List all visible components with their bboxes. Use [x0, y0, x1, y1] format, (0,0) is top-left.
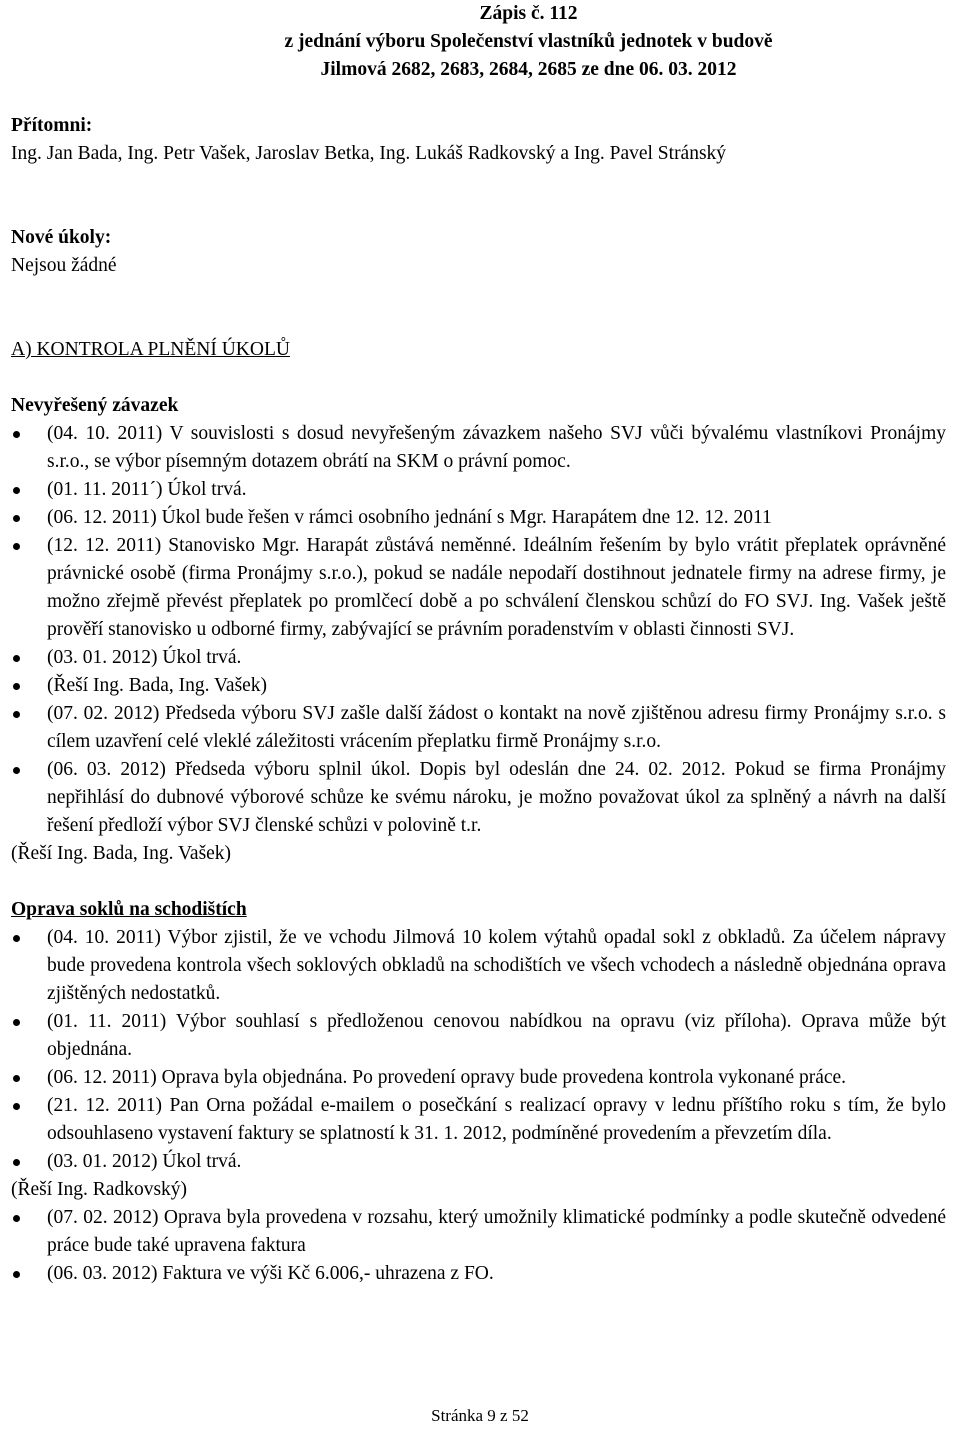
- list-item: (01. 11. 2011) Výbor souhlasí s předloženou cenovou nabídkou na opravu (viz příloha). Oprava může být objednána.: [11, 1008, 946, 1064]
- repair-responsible: (Řeší Ing. Radkovský): [11, 1179, 188, 1200]
- document-header: [11, 0, 946, 84]
- list-item: (03. 01. 2012) Úkol trvá.: [11, 1148, 946, 1176]
- repair-items-list: [11, 924, 946, 1176]
- subsection-repair-title: Oprava soklů na schodištích: [11, 899, 247, 920]
- page-number: Stránka 9 z 52: [431, 1406, 529, 1425]
- list-item: (06. 12. 2011) Oprava byla objednána. Po provedení opravy bude provedena kontrola vykonané práce.: [11, 1064, 946, 1092]
- list-item: (21. 12. 2011) Pan Orna požádal e-mailem o posečkání s realizací opravy v lednu příštího roku s tím, že bylo odsouhlaseno vystavení faktury se splatností k 31. 1. 2012, podmíněné provedením a převzetím díla.: [11, 1092, 946, 1148]
- subsection-unresolved-title: Nevyřešený závazek: [11, 395, 179, 416]
- list-item: (04. 10. 2011) V souvislosti s dosud nevyřešeným závazkem našeho SVJ vůči bývalému vlastníkovi Pronájmy s.r.o., se výbor písemným dotazem obrátí na SKM o právní pomoc.: [11, 420, 946, 476]
- new-tasks-label: Nové úkoly:: [11, 227, 112, 248]
- present-names: Ing. Jan Bada, Ing. Petr Vašek, Jaroslav Betka, Ing. Lukáš Radkovský a Ing. Pavel Stránský: [11, 143, 727, 164]
- list-item: (12. 12. 2011) Stanovisko Mgr. Harapát zůstává neměnné. Ideálním řešením by bylo vrátit přeplatek oprávněné právnické osobě (firma Pronájmy s.r.o.), pokud se nadále nepodaří dostihnout jednatele firmy na adrese firmy, je možno zřejmě převést přeplatek po promlčecí době a po schválení členskou schůzí do FO SVJ. Ing. Vašek ještě prověří stanovisko u odborné firmy, zabývající se právním poradenstvím v oblasti činnosti SVJ.: [11, 532, 946, 644]
- unresolved-items-list: [11, 420, 946, 840]
- unresolved-responsible: (Řeší Ing. Bada, Ing. Vašek): [11, 843, 232, 864]
- meeting-address-date: Jilmová 2682, 2683, 2684, 2685 ze dne 06. 03. 2012: [320, 59, 737, 80]
- list-item: (06. 03. 2012) Faktura ve výši Kč 6.006,- uhrazena z FO.: [11, 1260, 946, 1288]
- list-item: (04. 10. 2011) Výbor zjistil, že ve vchodu Jilmová 10 kolem výtahů opadal sokl z obkladů. Za účelem nápravy bude provedena kontrola všech soklových obkladů na schodištích ve všech vchodech a následně objednána oprava zjištěných nedostatků.: [11, 924, 946, 1008]
- list-item: (07. 02. 2012) Oprava byla provedena v rozsahu, který umožnily klimatické podmínky a podle skutečně odvedené práce bude také upravena faktura: [11, 1204, 946, 1260]
- list-item: (01. 11. 2011´) Úkol trvá.: [11, 476, 946, 504]
- meeting-description: z jednání výboru Společenství vlastníků jednotek v budově: [284, 31, 773, 52]
- new-tasks-value: Nejsou žádné: [11, 255, 117, 276]
- list-item: (Řeší Ing. Bada, Ing. Vašek): [11, 672, 946, 700]
- list-item: (06. 12. 2011) Úkol bude řešen v rámci osobního jednání s Mgr. Harapátem dne 12. 12. 2011: [11, 504, 946, 532]
- list-item: (06. 03. 2012) Předseda výboru splnil úkol. Dopis byl odeslán dne 24. 02. 2012. Pokud se firma Pronájmy nepřihlásí do dubnové výborové schůze ke svému nároku, je možno považovat úkol za splněný a návrh na další řešení předloží výbor SVJ členské schůzi v polovině t.r.: [11, 756, 946, 840]
- present-label: Přítomni:: [11, 115, 93, 136]
- list-item: (03. 01. 2012) Úkol trvá.: [11, 644, 946, 672]
- minutes-number: Zápis č. 112: [479, 3, 578, 24]
- list-item: (07. 02. 2012) Předseda výboru SVJ zašle další žádost o kontakt na nově zjištěnou adresu firmy Pronájmy s.r.o. s cílem uzavření celé vleklé záležitosti vrácením přeplatku firmě Pronájmy s.r.o.: [11, 700, 946, 756]
- document-page: [11, 0, 946, 1288]
- repair-items-list-2: [11, 1204, 946, 1288]
- section-a-title: A) KONTROLA PLNĚNÍ ÚKOLŮ: [11, 339, 290, 360]
